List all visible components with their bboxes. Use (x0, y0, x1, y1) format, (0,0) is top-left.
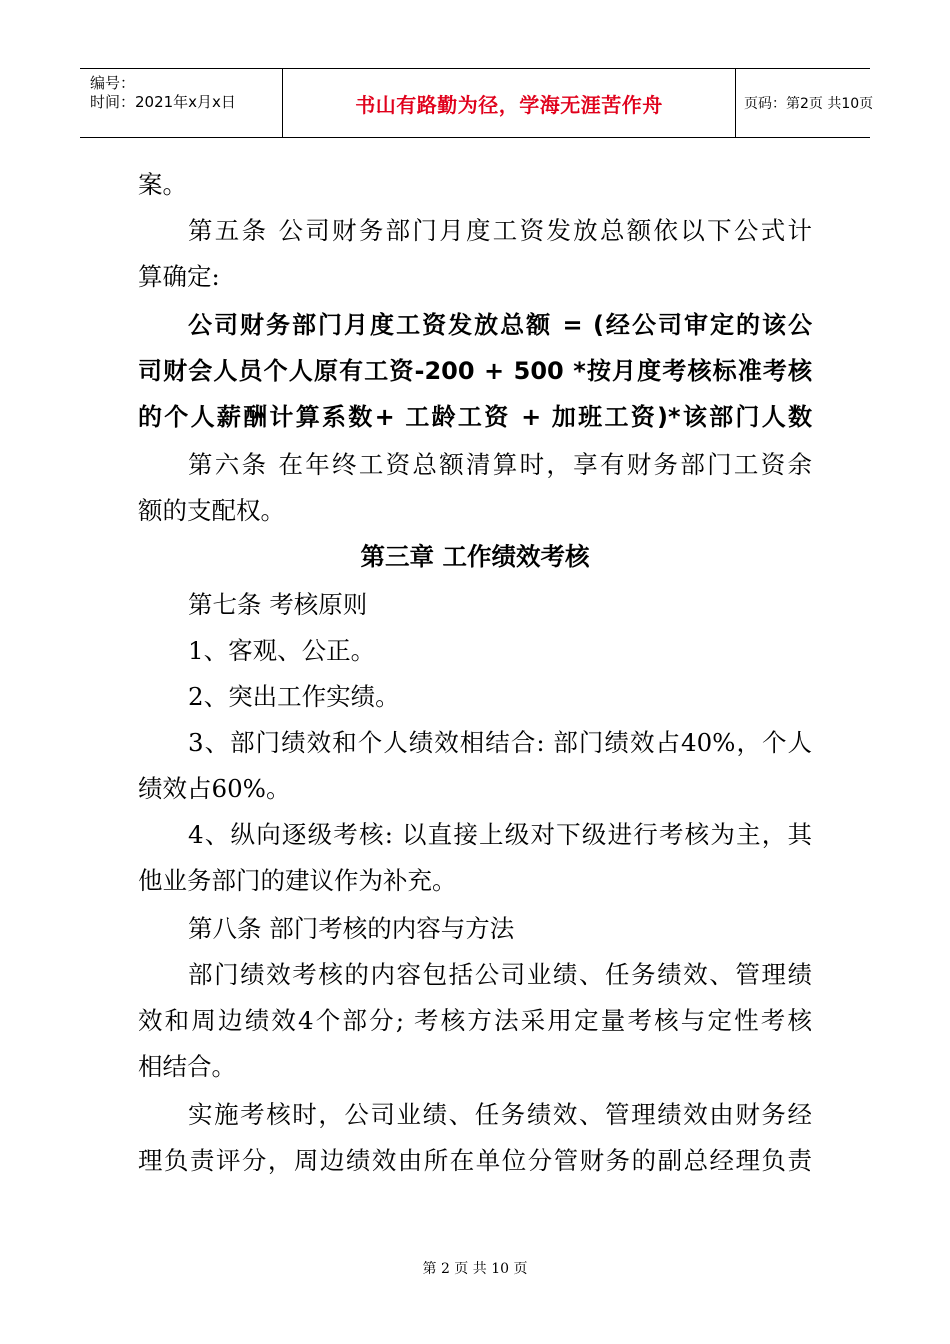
formula-line: 司财会人员个人原有工资-200 + 500 *按月度考核标准考核 (138, 357, 812, 385)
header-time-label: 时间：2021年x月x日 (90, 93, 236, 111)
page-footer: 第 2 页 共 10 页 (422, 1261, 528, 1277)
body-line: 额的支配权。 (138, 496, 285, 525)
body-line: 实施考核时，公司业绩、任务绩效、管理绩效由财务经 (188, 1100, 812, 1129)
article-5-line: 第五条 公司财务部门月度工资发放总额依以下公式计 (188, 216, 812, 245)
body-line: 相结合。 (138, 1052, 236, 1081)
header-meta-cell (80, 69, 282, 137)
article-8-line: 第八条 部门考核的内容与方法 (188, 914, 515, 943)
list-item: 3、部门绩效和个人绩效相结合: 部门绩效占40%，个人 (188, 728, 812, 757)
article-7-line: 第七条 考核原则 (188, 590, 368, 619)
body-line: 绩效占60%。 (138, 774, 291, 803)
body-line: 理负责评分，周边绩效由所在单位分管财务的副总经理负责 (138, 1146, 812, 1175)
formula-line: 公司财务部门月度工资发放总额 = (经公司审定的该公 (188, 311, 812, 339)
header-page-info: 页码：第2页 共10页 (744, 96, 874, 112)
body-line: 算确定: (138, 262, 220, 291)
article-6-line: 第六条 在年终工资总额清算时，享有财务部门工资余 (188, 450, 812, 479)
list-item: 1、客观、公正。 (188, 636, 376, 665)
body-line: 案。 (138, 170, 187, 199)
body-line: 部门绩效考核的内容包括公司业绩、任务绩效、管理绩 (188, 960, 812, 989)
page-header (80, 68, 874, 138)
header-motto-cell (282, 69, 736, 137)
header-motto: 书山有路勤为径，学海无涯苦作舟 (355, 92, 663, 117)
body-line: 效和周边绩效4个部分; 考核方法采用定量考核与定性考核 (138, 1006, 812, 1035)
list-item: 2、突出工作实绩。 (188, 682, 400, 711)
list-item: 4、纵向逐级考核: 以直接上级对下级进行考核为主，其 (188, 820, 812, 849)
formula-line: 的个人薪酬计算系数+ 工龄工资 + 加班工资)*该部门人数 (138, 403, 812, 431)
body-line: 他业务部门的建议作为补充。 (138, 866, 457, 895)
chapter-heading: 第三章 工作绩效考核 (360, 542, 590, 571)
header-number-label: 编号： (90, 74, 136, 92)
